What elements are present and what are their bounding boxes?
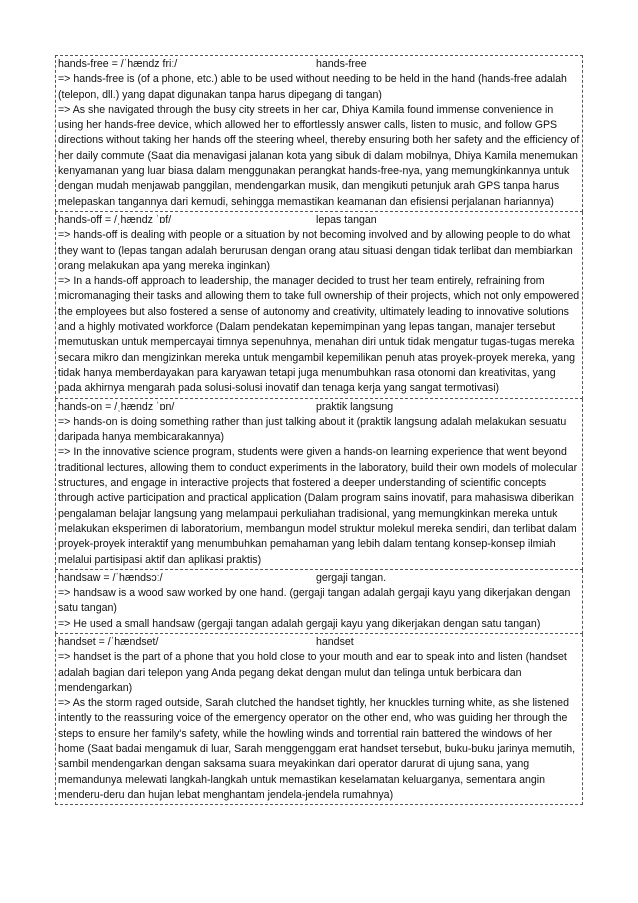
entry-example: => As she navigated through the busy city streets in her car, Dhiya Kamila found immense convenience in using her hands-free device, which allowed her to effortlessly answer calls, listen to music, and follow GPS directions without taking her hands off the steering wheel, thereby ensuring both her safety and the efficiency of her daily commute (Saat dia menavigasi jalanan kota yang sibuk di dalam mobilnya, Dhiya Kamila menemukan kenyamanan yang luar biasa dalam menggunakan perangkat hands-free-nya, yang memungkinkannya untuk dengan mudah menjawab panggilan, mendengarkan musik, dan mengikuti petunjuk arah GPS tanpa harus melepaskan tangannya dari kemudi, sehingga memastikan keamanan dan efisiensi perjalanan hariannya) xyxy=(58,103,580,210)
entry-header xyxy=(58,400,580,415)
entry-definition: => hands-on is doing something rather than just talking about it (praktik langsung adalah melakukan sesuatu daripada hanya membicarakannya) xyxy=(58,415,580,446)
entry-term: hands-free = /ˈhændz friː/ xyxy=(58,58,178,70)
entry-hands-off xyxy=(55,212,583,399)
entry-hands-on xyxy=(55,399,583,570)
entry-definition: => hands-free is (of a phone, etc.) able to be used without needing to be held in the hand (hands-free adalah (telepon, dll.) yang dapat digunakan tanpa harus dipegang di tangan) xyxy=(58,72,580,103)
entry-example: => As the storm raged outside, Sarah clutched the handset tightly, her knuckles turning white, as she listened intently to the reassuring voice of the emergency operator on the other end, who was guiding her through the steps to ensure her family's safety, while the howling winds and torrential rain battered the windows of her home (Saat badai mengamuk di luar, Sarah menggenggam erat handset tersebut, buku-buku jarinya memutih, sambil mendengarkan dengan saksama suara meyakinkan dari operator darurat di ujung sana, yang memandunya melewati langkah-langkah untuk memastikan keselamatan keluarganya, sementara angin menderu-deru dan hujan lebat menghantam jendela-jendela rumahnya) xyxy=(58,696,580,803)
entry-header xyxy=(58,57,580,72)
entry-definition: => handsaw is a wood saw worked by one hand. (gergaji tangan adalah gergaji kayu yang dikerjakan dengan satu tangan) xyxy=(58,586,580,617)
vocabulary-document xyxy=(55,55,583,805)
entry-example: => In the innovative science program, students were given a hands-on learning experience that went beyond traditional lectures, allowing them to conduct experiments in the laboratory, build their own models of molecular structures, and engage in interactive projects that fostered a deeper understanding of scientific concepts through active participation and practical application (Dalam program sains inovatif, para mahasiswa diberikan pengalaman belajar langsung yang melampaui perkuliahan tradisional, yang memungkinkan mereka untuk melakukan eksperimen di laboratorium, membangun model struktur molekul mereka sendiri, dan terlibat dalam proyek-proyek interaktif yang menumbuhkan pemahaman yang lebih dalam tentang konsep-konsep ilmiah melalui partisipasi aktif dan aplikasi praktis) xyxy=(58,445,580,567)
entry-example: => In a hands-off approach to leadership, the manager decided to trust her team entirely, refraining from micromanaging their tasks and allowing them to take full ownership of their projects, which not only empowered the employees but also fostered a sense of autonomy and creativity, ultimately leading to innovative solutions and a highly motivated workforce (Dalam pendekatan kepemimpinan yang lepas tangan, manajer tersebut memutuskan untuk mempercayai timnya sepenuhnya, menahan diri untuk tidak mengatur tugas-tugas mereka secara mikro dan mengizinkan mereka untuk mengambil kepemilikan penuh atas proyek-proyek mereka, yang tidak hanya memberdayakan para karyawan tetapi juga menumbuhkan rasa otonomi dan kreativitas, yang pada akhirnya mengarah pada solusi-solusi inovatif dan tenaga kerja yang sangat termotivasi) xyxy=(58,274,580,396)
entry-definition: => hands-off is dealing with people or a situation by not becoming involved and by allowing people to do what they want to (lepas tangan adalah berurusan dengan orang atau situasi dengan tidak terlibat dan membiarkan orang melakukan apa yang mereka inginkan) xyxy=(58,228,580,274)
entry-handset xyxy=(55,634,583,805)
entry-meaning: handset xyxy=(316,635,354,648)
entry-example: => He used a small handsaw (gergaji tangan adalah gergaji kayu yang dikerjakan dengan satu tangan) xyxy=(58,617,580,632)
entry-meaning: gergaji tangan. xyxy=(316,571,387,584)
entry-term: hands-off = /ˌhændz ˈɒf/ xyxy=(58,213,172,226)
entry-meaning: hands-free xyxy=(316,58,367,70)
entry-header xyxy=(58,571,580,586)
entry-meaning: lepas tangan xyxy=(316,213,377,226)
entry-term: handset = /ˈhændset/ xyxy=(58,635,159,648)
entry-hands-free xyxy=(55,55,583,212)
entry-handsaw xyxy=(55,570,583,634)
entry-term: hands-on = /ˌhændz ˈɒn/ xyxy=(58,400,175,413)
entry-header xyxy=(58,213,580,228)
entry-header xyxy=(58,635,580,650)
entry-meaning: praktik langsung xyxy=(316,400,394,413)
entry-definition: => handset is the part of a phone that you hold close to your mouth and ear to speak into and listen (handset adalah bagian dari telepon yang Anda pegang dekat dengan mulut dan telinga untuk berbicara dan mendengarkan) xyxy=(58,650,580,696)
entry-term: handsaw = /ˈhændsɔː/ xyxy=(58,571,163,584)
